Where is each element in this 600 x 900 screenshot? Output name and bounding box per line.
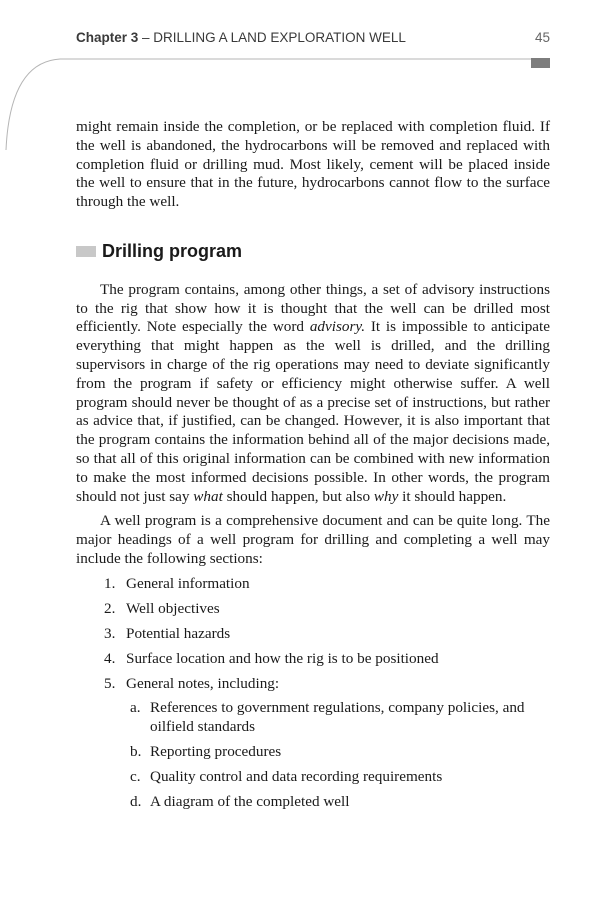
heading-bar-icon [76,246,96,257]
sublist-item: b. Reporting procedures [130,743,282,761]
chapter-title: – DRILLING A LAND EXPLORATION WELL [142,30,406,45]
chapter-heading [76,30,406,45]
page-number: 45 [534,30,550,45]
page-body [76,118,550,818]
running-header [76,30,550,50]
list-item: 1. General information [104,574,250,592]
section-heading [76,242,550,261]
sublist-item: a. References to government regulations, company policies, and oilfield standards [130,699,525,736]
intro-paragraph: might remain inside the completion, or be replaced with completion fluid. If the well is abandoned, the hydrocarbons will be removed and replaced with completion fluid or drilling mud. Most likely, cement will be placed inside the well to ensure that in the future, hydrocarbons cannot flow to the surface through the well. [76,118,550,211]
page-tab-marker [531,58,550,68]
chapter-label: Chapter 3 [76,30,139,45]
body-paragraph-1: The program contains, among other things, a set of advisory instructions to the rig that show how it is thought that the well can be drilled most efficiently. Note especially the word advisory. It is impossible to anticipate everything that might happen as the well is drilled, and the drilling supervisors in charge of the rig operations may need to deviate significantly from the program if safety or efficiency might otherwise suffer. A well program should never be thought of as a precise set of instructions, but rather as advice that, if justified, can be changed. However, it is also important that the program contains the information behind all of the major decisions made, so that all of this original information can be combined with new information to make the most informed decisions possible. In other words, the program should not just say what should happen, but also why it should happen. [76,280,550,505]
sublist-item: d. A diagram of the completed well [130,793,350,811]
list-item: 2. Well objectives [104,599,220,617]
program-sections-list [76,575,550,812]
list-item: 3. Potential hazards [104,624,231,642]
list-item: 5. General notes, including: a. References to government regulations, company policies, and oilfield standards b. Reporting procedures c. Quality control and data recording requirements d. A diagram of the completed well [76,675,550,812]
body-paragraph-2: A well program is a comprehensive document and can be quite long. The major headings of a well program for drilling and completing a well may include the following sections: [76,512,550,567]
sublist-item: c. Quality control and data recording requirements [130,768,443,786]
section-title: Drilling program [102,240,243,261]
general-notes-sublist [126,699,550,812]
list-item: 4. Surface location and how the rig is to be positioned [104,649,439,667]
